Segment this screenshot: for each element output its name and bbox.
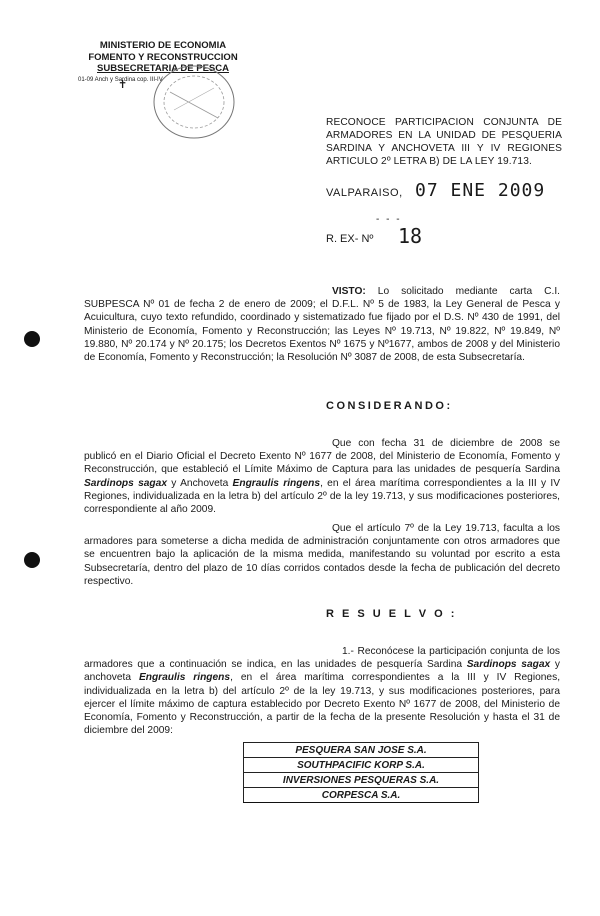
visto-label: VISTO: (332, 286, 366, 297)
company-name: CORPESCA S.A. (244, 788, 479, 803)
dash-separator: - - - (376, 214, 402, 225)
resuelvo-heading: R E S U E L V O : (326, 608, 457, 620)
punch-hole-bottom (24, 552, 40, 568)
considerando-heading: CONSIDERANDO: (326, 400, 453, 412)
considerando-paragraph-1: Que con fecha 31 de diciembre de 2008 se publicó en el Diario Oficial el Decreto Exento Nº 1677 de 2008, del Ministerio de Economía, Fomento y Reconstrucción, que estableció el Límite Máximo de Captura para las unidades de pesquería Sardina Sardinops sagax y Anchoveta Engraulis ringens, en el área marítima correspondientes a la III y IV Regiones, individualizada en la letra b) del artículo 2º de la ley 19.713, y sus modificaciones posteriores, correspondiente al año 2009. (84, 438, 561, 516)
ministry-name: MINISTERIO DE ECONOMIA (99, 40, 227, 51)
species-sardine: Sardinops sagax (84, 477, 167, 489)
resolution-number: 18 (398, 224, 423, 248)
subsecretaria-name: SUBSECRETARIA DE PESCA (97, 63, 229, 74)
company-name: INVERSIONES PESQUERAS S.A. (244, 773, 479, 788)
species-sardine: Sardinops sagax (466, 659, 551, 671)
table-row (244, 758, 479, 773)
table-row (244, 788, 479, 803)
visto-text: Lo solicitado mediante carta C.I. SUBPESCA Nº 01 de fecha 2 de enero de 2009; el D.F.L. Nº 5 de 1983, la Ley General de Pesca y Acuicultura, cuyo texto refundido, coordinado y sistematizado fue fijado por el D.S. Nº 430 de 1991, del Ministerio de Economía, Fomento y Reconstrucción; las Leyes Nº 19.713, Nº 19.822, Nº 19.849, Nº 19.880, Nº 20.174 y Nº 20.175; los Decretos Exentos Nº 1675 y Nº1677, ambos de 2008 y del Ministerio de Economía, Fomento y Reconstrucción; la Resolución Nº 3087 de 2008, de esta Subsecretaría. (84, 286, 560, 364)
date-stamp: 07 ENE 2009 (415, 180, 546, 201)
ministry-subname: FOMENTO Y RECONSTRUCCION (88, 51, 238, 63)
place-label: VALPARAISO, (326, 187, 403, 199)
item-number: 1.- (342, 646, 354, 657)
official-seal-stamp-icon (148, 58, 240, 144)
species-anchovy: Engraulis ringens (138, 672, 231, 684)
punch-hole-top (24, 331, 40, 347)
resuelvo-paragraph: 1.- Reconócese la participación conjunta de los armadores que a continuación se indica, en las unidades de pesquería Sardina Sardinops sagax y anchoveta Engraulis ringens, en el área marítima correspondientes a la III y IV Regiones, individualizada en la letra b) del artículo 2º de la ley 19.713, y sus modificaciones posteriores, para ejercer el límite máximo de captura establecido por Decreto Exento Nº 1677 de 2008, del Ministerio de Economía, Fomento y Reconstrucción, a partir de la fecha de la presente Resolución y hasta el 31 de diciembre del 2009: (84, 646, 561, 737)
company-name: PESQUERA SAN JOSE S.A. (244, 743, 479, 758)
file-reference: 01-09 Anch y Sardina cop. III-IV (78, 76, 163, 83)
document-title: RECONOCE PARTICIPACION CONJUNTA DE ARMADORES EN LA UNIDAD DE PESQUERIA SARDINA Y ANCHOVETA III Y IV REGIONES ARTICULO 2º LETRA B) DE LA LEY 19.713. (326, 117, 562, 167)
considerando-paragraph-2: Que el artículo 7º de la Ley 19.713, faculta a los armadores para someterse a dicha medida de administración conjuntamente con otros armadores que se encuentren bajo la aplicación de la misma medida, manifestando su voluntad por escrito a esta Subsecretaría, dentro del plazo de 10 días corridos contados desde la fecha de publicación del decreto respectivo. (84, 523, 560, 587)
resolution-label: R. EX- Nº (326, 233, 374, 245)
visto-paragraph (84, 285, 560, 364)
table-row (244, 773, 479, 788)
table-row (244, 743, 479, 758)
company-name: SOUTHPACIFIC KORP S.A. (244, 758, 479, 773)
cross-mark-icon: ✝ (118, 79, 128, 91)
species-anchovy: Engraulis ringens (232, 477, 321, 489)
companies-table (243, 742, 479, 803)
